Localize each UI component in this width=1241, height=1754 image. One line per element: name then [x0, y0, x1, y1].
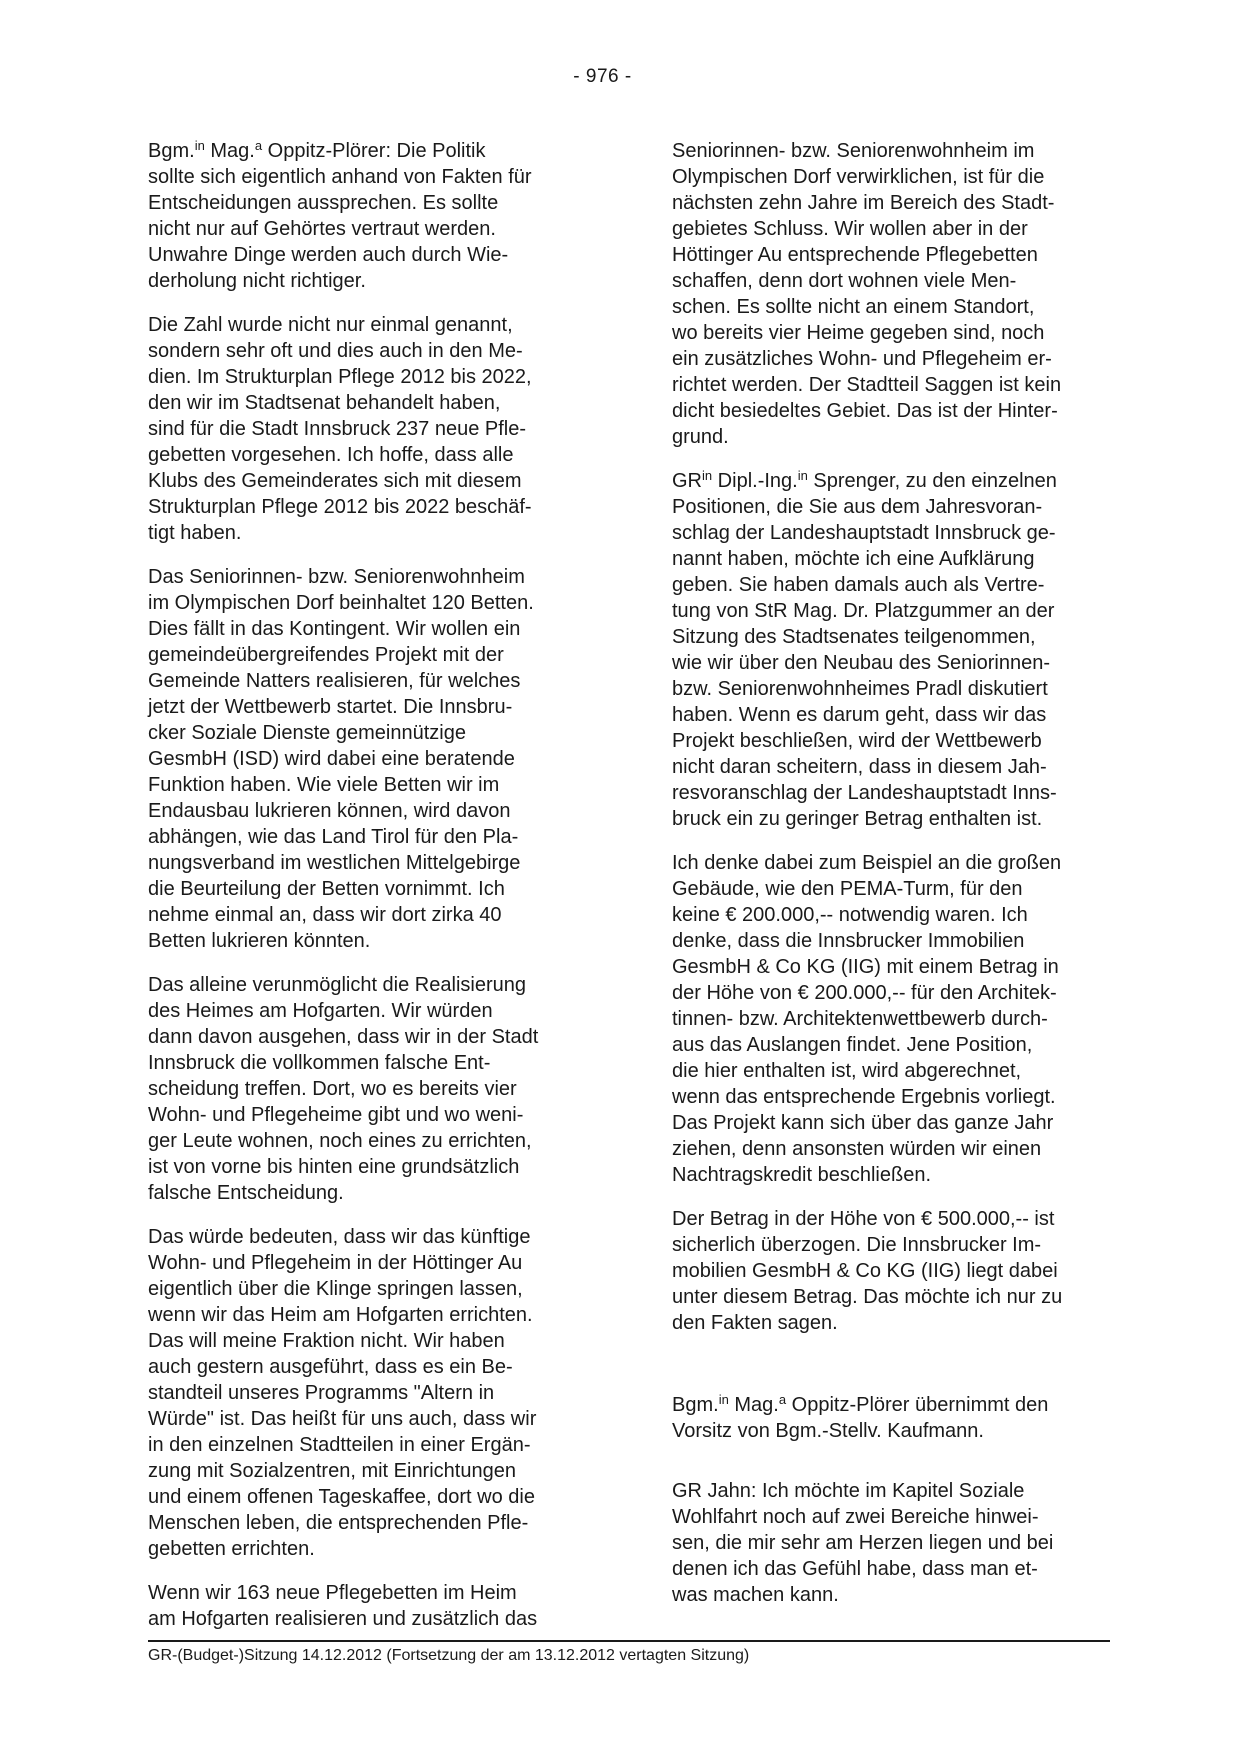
paragraph: GR Jahn: Ich möchte im Kapitel Soziale Wohlfahrt noch auf zwei Bereiche hinwei- sen, die mir sehr am Herzen liegen und bei denen ich das Gefühl habe, dass man et- was machen kann.	[672, 1480, 1054, 1606]
paragraph: Ich denke dabei zum Beispiel an die großen Gebäude, wie den PEMA-Turm, für den keine € 200.000,-- notwendig waren. Ich denke, dass die Innsbrucker Immobilien GesmbH & Co KG (IIG) mit einem Betrag in der Höhe von € 200.000,-- für den Architek- tinnen- bzw. Architektenwettbewerb durch- aus das Auslangen findet. Jene Position, die hier enthalten ist, wird abgerechnet, wenn das entsprechende Ergebnis vorliegt. Das Projekt kann sich über das ganze Jahr ziehen, denn ansonsten würden wir einen Nachtragskredit beschließen.	[672, 852, 1062, 1186]
paragraph: Der Betrag in der Höhe von € 500.000,-- ist sicherlich überzogen. Die Innsbrucker Im- mobilien GesmbH & Co KG (IIG) liegt dabei unter diesem Betrag. Das möchte ich nur zu den Fakten sagen.	[672, 1208, 1063, 1334]
superscript: in	[194, 138, 205, 153]
paragraph: Wenn wir 163 neue Pflegebetten im Heim am Hofgarten realisieren und zusätzlich das	[148, 1582, 538, 1630]
paragraph: Bgm.$^{in}$ Mag.$^a$ Oppitz-Plörer: Die Politik sollte sich eigentlich anhand von Fakten für Entscheidungen aussprechen. Es sollte nicht nur auf Gehörtes vertraut werden. Unwahre Dinge werden auch durch Wie- derholung nicht richtiger.	[148, 138, 532, 292]
page-number: - 976 -	[573, 66, 632, 87]
paragraph: Das alleine verunmöglicht die Realisierung des Heimes am Hofgarten. Wir würden dann davon ausgehen, dass wir in der Stadt Innsbruck die vollkommen falsche Ent- scheidung treffen. Dort, wo es bereits vier Wohn- und Pflegeheime gibt und wo weni- ger Leute wohnen, noch eines zu errichten, ist von vorne bis hinten eine grundsätzlich falsche Entscheidung.	[148, 974, 539, 1204]
paragraph: Die Zahl wurde nicht nur einmal genannt, sondern sehr oft und dies auch in den Me- dien. Im Strukturplan Pflege 2012 bis 2022, den wir im Stadtsenat behandelt haben, sind für die Stadt Innsbruck 237 neue Pfle- gebetten vorgesehen. Ich hoffe, dass alle Klubs des Gemeinderates sich mit diesem Strukturplan Pflege 2012 bis 2022 beschäf- tigt haben.	[148, 314, 532, 544]
superscript: in	[718, 1392, 729, 1407]
superscript: a	[778, 1392, 787, 1407]
superscript: in	[797, 468, 808, 483]
superscript: a	[254, 138, 263, 153]
paragraph: Das Seniorinnen- bzw. Seniorenwohnheim im Olympischen Dorf beinhaltet 120 Betten. Dies fällt in das Kontingent. Wir wollen ein gemeindeübergreifendes Projekt mit der Gemeinde Natters realisieren, für welches jetzt der Wettbewerb startet. Die Innsbru- cker Soziale Dienste gemeinnützige GesmbH (ISD) wird dabei eine beratende Funktion haben. Wie viele Betten wir im Endausbau lukrieren können, wird davon abhängen, wie das Land Tirol für den Pla- nungsverband im westlichen Mittelgebirge die Beurteilung der Betten vornimmt. Ich nehme einmal an, dass wir dort zirka 40 Betten lukrieren könnten.	[148, 566, 534, 952]
superscript: in	[702, 468, 713, 483]
paragraph: Bgm.$^{in}$ Mag.$^a$ Oppitz-Plörer übernimmt den Vorsitz von Bgm.-Stellv. Kaufmann.	[672, 1392, 1049, 1442]
page-footer	[148, 1640, 1110, 1665]
text-column-right	[672, 138, 1152, 1626]
paragraph: Das würde bedeuten, dass wir das künftige Wohn- und Pflegeheim in der Höttinger Au eigentlich über die Klinge springen lassen, wenn wir das Heim am Hofgarten errichten. Das will meine Fraktion nicht. Wir haben auch gestern ausgeführt, dass es ein Be- standteil unseres Programms "Altern in Würde" ist. Das heißt für uns auch, dass wir in den einzelnen Stadtteilen in einer Ergän- zung mit Sozialzentren, mit Einrichtungen und einem offenen Tageskaffee, dort wo die Menschen leben, die entsprechenden Pfle- gebetten errichten.	[148, 1226, 537, 1560]
footer-text: GR-(Budget-)Sitzung 14.12.2012 (Fortsetzung der am 13.12.2012 vertagten Sitzung)	[148, 1647, 750, 1664]
paragraph: $GR^{in}$ Dipl.-Ing.$^{in}$ Sprenger, zu den einzelnen Positionen, die Sie aus dem Jahresvoran- schlag der Landeshauptstadt Innsbruck ge- nannt haben, möchte ich eine Aufklärung geben. Sie haben damals auch als Vertre- tung von StR Mag. Dr. Platzgummer an der Sitzung des Stadtsenates teilgenommen, wie wir über den Neubau des Seniorinnen- bzw. Seniorenwohnheimes Pradl diskutiert haben. Wenn es darum geht, dass wir das Projekt beschließen, wird der Wettbewerb nicht daran scheitern, dass in diesem Jah- resvoranschlag der Landeshauptstadt Inns- bruck ein zu geringer Betrag enthalten ist.	[672, 468, 1057, 830]
text-column-left	[148, 138, 628, 1650]
paragraph: Seniorinnen- bzw. Seniorenwohnheim im Olympischen Dorf verwirklichen, ist für die nächsten zehn Jahre im Bereich des Stadt- gebietes Schluss. Wir wollen aber in der Höttinger Au entsprechende Pflegebetten schaffen, denn dort wohnen viele Men- schen. Es sollte nicht an einem Standort, wo bereits vier Heime gegeben sind, noch ein zusätzliches Wohn- und Pflegeheim er- richtet werden. Der Stadtteil Saggen ist kein dicht besiedeltes Gebiet. Das ist der Hinter- grund.	[672, 140, 1062, 448]
